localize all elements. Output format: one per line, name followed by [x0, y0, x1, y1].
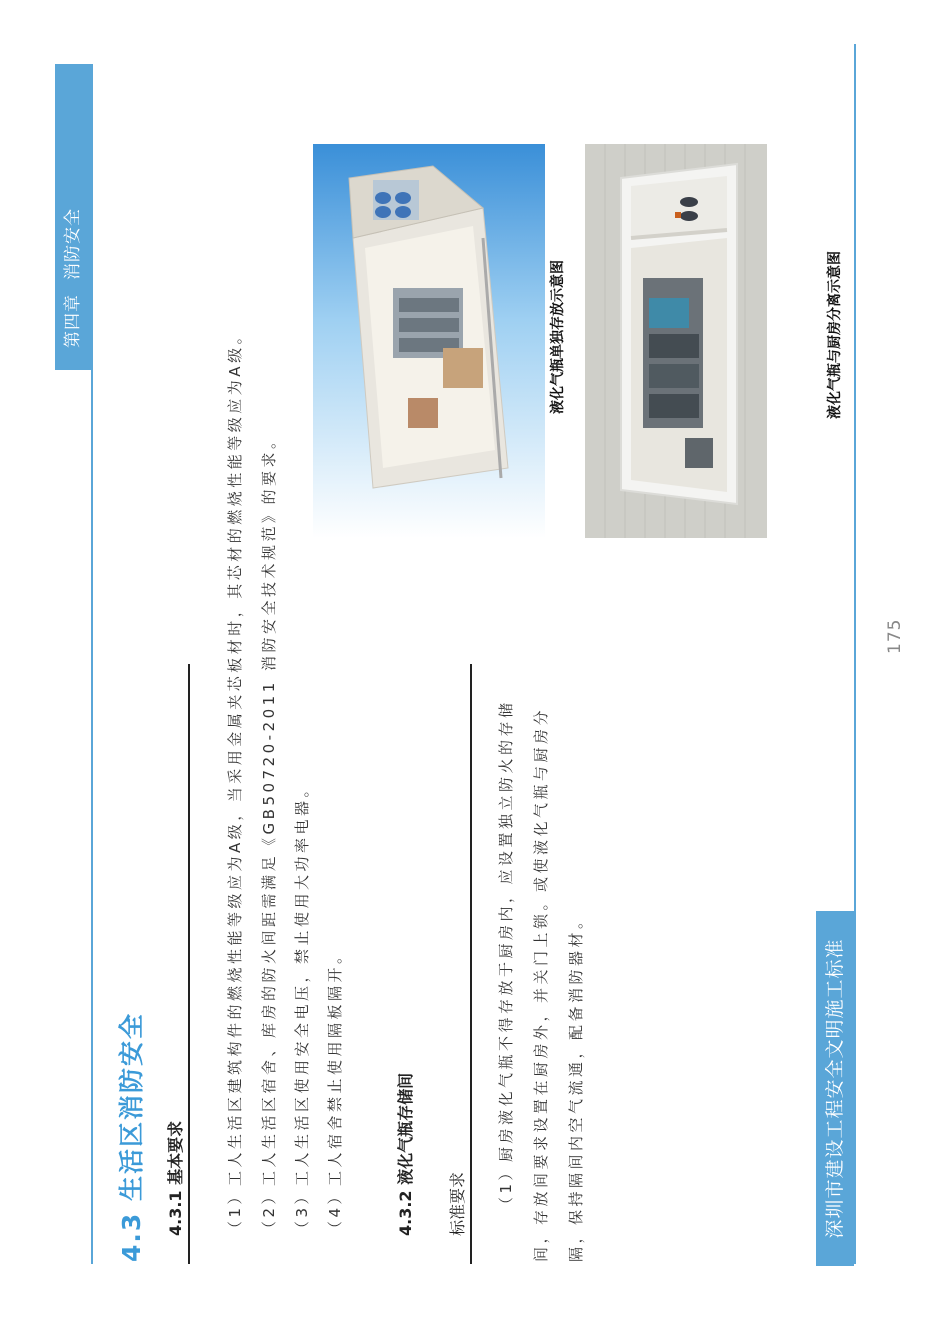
standard-requirements-rule	[470, 664, 472, 1264]
figure-caption: 液化气瓶单独存放示意图	[550, 260, 566, 414]
paragraph-line: （1）厨房液化气瓶不得存放于厨房内，应设置独立防火的存储	[497, 699, 515, 1212]
subsection-431-rule	[188, 664, 190, 1264]
section-title: 4.3 生活区消防安全	[117, 1012, 146, 1262]
right-accent-rule	[854, 44, 856, 1264]
paragraph-line: 隔，保持隔间内空气流通，配备消防器材。	[567, 910, 585, 1262]
paragraph-line: 间，存放间要求设置在厨房外，并关门上锁。或使液化气瓶与厨房分	[532, 706, 550, 1262]
page-number: 175	[885, 618, 905, 654]
requirement-item: （1）工人生活区建筑构件的燃烧性能等级应为A级，当采用金属夹芯板材时，其芯材的燃烧性能等级应为A级。	[226, 325, 244, 1236]
subsection-432-title: 4.3.2 液化气瓶存储间	[396, 1072, 415, 1236]
lpg-standalone-storage-illustration	[313, 144, 545, 538]
requirement-item: （4）工人宿舍禁止使用隔板隔开。	[326, 945, 344, 1236]
chapter-title: 消防安全	[63, 208, 83, 280]
top-accent-rule	[91, 64, 93, 1264]
requirement-item: （2）工人生活区宿舍、库房的防火间距需满足《GB50720-2011 消防安全技术规范》的要求。	[260, 430, 278, 1236]
publication-footer: 深圳市建设工程安全文明施工标准	[816, 911, 854, 1266]
lpg-kitchen-separation-illustration	[585, 144, 767, 538]
chapter-number: 第四章	[63, 294, 83, 348]
figure-caption: 液化气瓶与厨房分离示意图	[827, 251, 843, 419]
chapter-tab	[55, 64, 91, 370]
requirement-item: （3）工人生活区使用安全电压，禁止使用大功率电器。	[293, 778, 311, 1236]
standard-requirements-heading: 标准要求	[448, 1171, 467, 1236]
subsection-431-title: 4.3.1 基本要求	[166, 1120, 185, 1236]
